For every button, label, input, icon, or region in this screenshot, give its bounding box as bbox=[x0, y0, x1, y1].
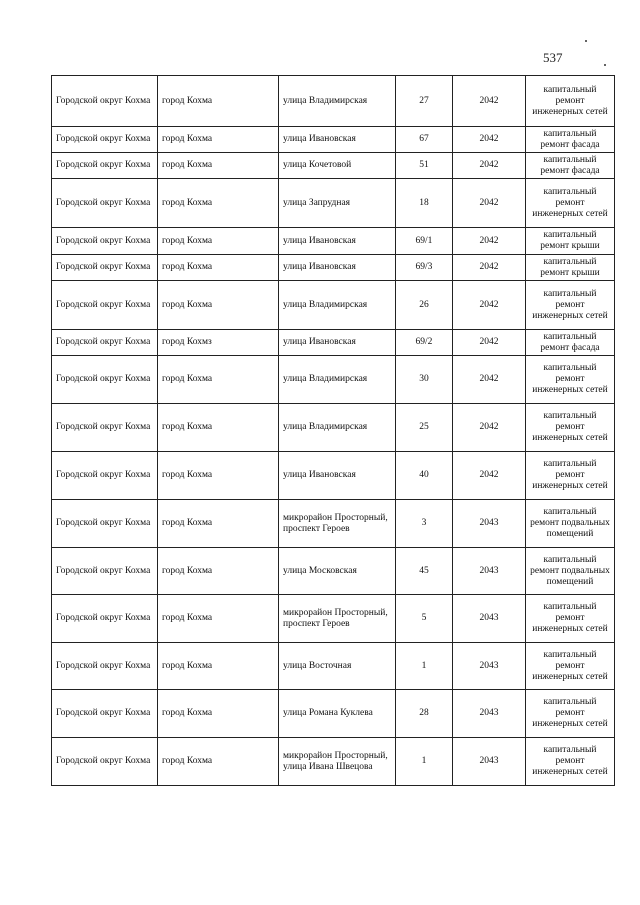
cell-street: улица Московская bbox=[279, 548, 396, 595]
cell-city: город Кохма bbox=[158, 281, 279, 330]
cell-house-number: 28 bbox=[396, 690, 453, 738]
table-row bbox=[52, 404, 615, 452]
cell-district: Городской округ Кохма bbox=[52, 738, 158, 786]
cell-work-type: капитальный ремонт крыши bbox=[526, 255, 615, 281]
cell-street: улица Ивановская bbox=[279, 330, 396, 356]
cell-work-type: капитальный ремонт инженерных сетей bbox=[526, 738, 615, 786]
cell-city: город Кохма bbox=[158, 548, 279, 595]
cell-year: 2043 bbox=[453, 500, 526, 548]
cell-work-type: капитальный ремонт инженерных сетей bbox=[526, 643, 615, 690]
table-row bbox=[52, 281, 615, 330]
table-row bbox=[52, 690, 615, 738]
cell-house-number: 26 bbox=[396, 281, 453, 330]
cell-house-number: 69/1 bbox=[396, 228, 453, 255]
page-number: 537 bbox=[543, 50, 563, 65]
cell-year: 2042 bbox=[453, 228, 526, 255]
cell-city: город Кохма bbox=[158, 127, 279, 153]
cell-year: 2042 bbox=[453, 76, 526, 127]
cell-street: улица Владимирская bbox=[279, 356, 396, 404]
cell-city: город Кохма bbox=[158, 76, 279, 127]
cell-work-type: капитальный ремонт инженерных сетей bbox=[526, 404, 615, 452]
table-row bbox=[52, 127, 615, 153]
table-row bbox=[52, 228, 615, 255]
table-row bbox=[52, 76, 615, 127]
cell-year: 2042 bbox=[453, 255, 526, 281]
cell-work-type: капитальный ремонт фасада bbox=[526, 153, 615, 179]
cell-district: Городской округ Кохма bbox=[52, 500, 158, 548]
cell-street: улица Владимирская bbox=[279, 404, 396, 452]
table-row bbox=[52, 330, 615, 356]
table-row bbox=[52, 179, 615, 228]
cell-year: 2042 bbox=[453, 330, 526, 356]
table-row bbox=[52, 595, 615, 643]
cell-work-type: капитальный ремонт инженерных сетей bbox=[526, 690, 615, 738]
cell-street: улица Ивановская bbox=[279, 255, 396, 281]
cell-work-type: капитальный ремонт инженерных сетей bbox=[526, 356, 615, 404]
cell-district: Городской округ Кохма bbox=[52, 179, 158, 228]
cell-work-type: капитальный ремонт подвальных помещений bbox=[526, 548, 615, 595]
cell-city: город Кохма bbox=[158, 228, 279, 255]
cell-street: улица Ивановская bbox=[279, 127, 396, 153]
table-row bbox=[52, 452, 615, 500]
cell-city: город Кохма bbox=[158, 404, 279, 452]
cell-work-type: капитальный ремонт фасада bbox=[526, 127, 615, 153]
cell-city: город Кохма bbox=[158, 356, 279, 404]
cell-street: улица Ивановская bbox=[279, 452, 396, 500]
cell-street: микрорайон Просторный, проспект Героев bbox=[279, 500, 396, 548]
cell-house-number: 30 bbox=[396, 356, 453, 404]
cell-district: Городской округ Кохма bbox=[52, 356, 158, 404]
cell-city: город Кохмз bbox=[158, 330, 279, 356]
cell-district: Городской округ Кохма bbox=[52, 228, 158, 255]
table-row bbox=[52, 738, 615, 786]
cell-house-number: 3 bbox=[396, 500, 453, 548]
cell-street: микрорайон Просторный, улица Ивана Швецова bbox=[279, 738, 396, 786]
repair-schedule-table bbox=[51, 75, 615, 786]
cell-district: Городской округ Кохма bbox=[52, 330, 158, 356]
cell-year: 2042 bbox=[453, 404, 526, 452]
table-row bbox=[52, 643, 615, 690]
cell-district: Городской округ Кохма bbox=[52, 452, 158, 500]
table-row bbox=[52, 153, 615, 179]
cell-city: город Кохма bbox=[158, 690, 279, 738]
cell-house-number: 5 bbox=[396, 595, 453, 643]
cell-house-number: 25 bbox=[396, 404, 453, 452]
table-row bbox=[52, 548, 615, 595]
cell-city: город Кохма bbox=[158, 595, 279, 643]
cell-house-number: 67 bbox=[396, 127, 453, 153]
cell-year: 2043 bbox=[453, 738, 526, 786]
cell-year: 2042 bbox=[453, 356, 526, 404]
cell-street: улица Запрудная bbox=[279, 179, 396, 228]
scan-speck bbox=[585, 40, 587, 42]
cell-work-type: капитальный ремонт инженерных сетей bbox=[526, 179, 615, 228]
cell-city: город Кохма bbox=[158, 738, 279, 786]
cell-street: улица Владимирская bbox=[279, 76, 396, 127]
table-row bbox=[52, 255, 615, 281]
cell-city: город Кохма bbox=[158, 500, 279, 548]
cell-work-type: капитальный ремонт крыши bbox=[526, 228, 615, 255]
cell-year: 2042 bbox=[453, 452, 526, 500]
cell-year: 2043 bbox=[453, 643, 526, 690]
cell-city: город Кохма bbox=[158, 452, 279, 500]
cell-city: город Кохма bbox=[158, 153, 279, 179]
cell-house-number: 27 bbox=[396, 76, 453, 127]
cell-work-type: капитальный ремонт фасада bbox=[526, 330, 615, 356]
cell-district: Городской округ Кохма bbox=[52, 690, 158, 738]
cell-house-number: 69/2 bbox=[396, 330, 453, 356]
cell-city: город Кохма bbox=[158, 179, 279, 228]
cell-district: Городской округ Кохма bbox=[52, 595, 158, 643]
cell-house-number: 69/3 bbox=[396, 255, 453, 281]
cell-year: 2042 bbox=[453, 179, 526, 228]
cell-district: Городской округ Кохма bbox=[52, 153, 158, 179]
cell-year: 2042 bbox=[453, 281, 526, 330]
cell-district: Городской округ Кохма bbox=[52, 281, 158, 330]
cell-year: 2043 bbox=[453, 690, 526, 738]
cell-street: улица Кочетовой bbox=[279, 153, 396, 179]
cell-city: город Кохма bbox=[158, 255, 279, 281]
cell-district: Городской округ Кохма bbox=[52, 643, 158, 690]
cell-house-number: 1 bbox=[396, 643, 453, 690]
cell-house-number: 1 bbox=[396, 738, 453, 786]
cell-district: Городской округ Кохма bbox=[52, 127, 158, 153]
cell-district: Городской округ Кохма bbox=[52, 404, 158, 452]
table-row bbox=[52, 356, 615, 404]
cell-street: улица Романа Куклева bbox=[279, 690, 396, 738]
cell-street: микрорайон Просторный, проспект Героев bbox=[279, 595, 396, 643]
cell-house-number: 40 bbox=[396, 452, 453, 500]
cell-year: 2042 bbox=[453, 127, 526, 153]
cell-work-type: капитальный ремонт инженерных сетей bbox=[526, 281, 615, 330]
cell-house-number: 18 bbox=[396, 179, 453, 228]
cell-district: Городской округ Кохма bbox=[52, 76, 158, 127]
cell-street: улица Ивановская bbox=[279, 228, 396, 255]
scan-speck bbox=[604, 64, 606, 66]
cell-street: улица Владимирская bbox=[279, 281, 396, 330]
cell-year: 2043 bbox=[453, 595, 526, 643]
cell-work-type: капитальный ремонт подвальных помещений bbox=[526, 500, 615, 548]
cell-work-type: капитальный ремонт инженерных сетей bbox=[526, 76, 615, 127]
cell-house-number: 51 bbox=[396, 153, 453, 179]
cell-house-number: 45 bbox=[396, 548, 453, 595]
table-body bbox=[52, 76, 615, 786]
cell-street: улица Восточная bbox=[279, 643, 396, 690]
cell-year: 2043 bbox=[453, 548, 526, 595]
cell-year: 2042 bbox=[453, 153, 526, 179]
cell-district: Городской округ Кохма bbox=[52, 255, 158, 281]
cell-district: Городской округ Кохма bbox=[52, 548, 158, 595]
cell-work-type: капитальный ремонт инженерных сетей bbox=[526, 595, 615, 643]
cell-work-type: капитальный ремонт инженерных сетей bbox=[526, 452, 615, 500]
table-row bbox=[52, 500, 615, 548]
cell-city: город Кохма bbox=[158, 643, 279, 690]
